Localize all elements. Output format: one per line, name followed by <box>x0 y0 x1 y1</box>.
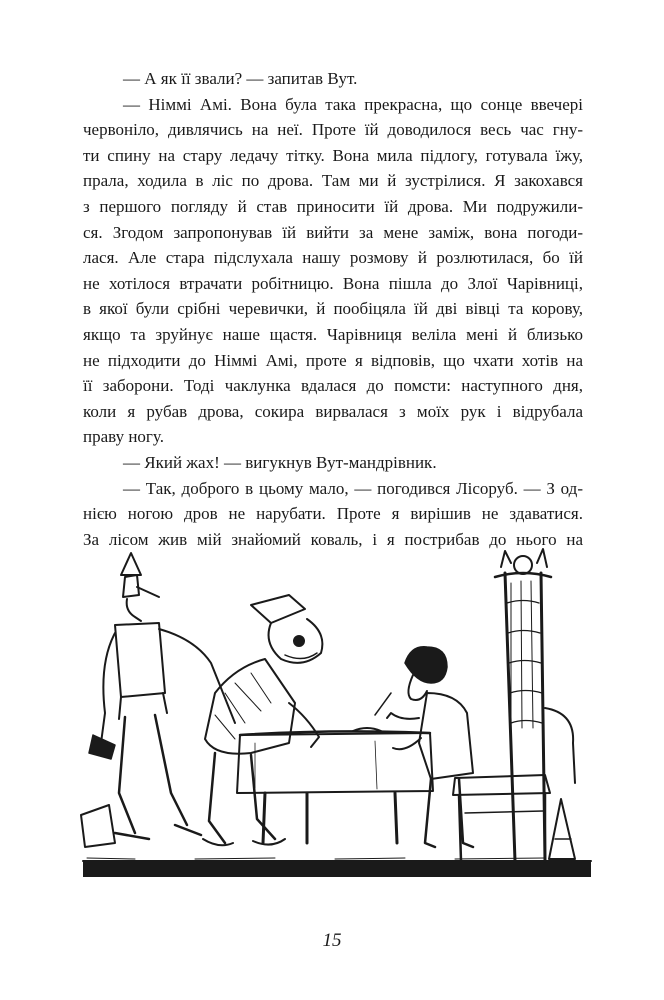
text-line: лася. Але стара підслухала нашу розмову й розлютилася, бо їй <box>83 248 583 268</box>
text-line: нією ногою дров не нарубати. Проте я вирішив не здаватися. <box>83 504 583 524</box>
text-line: коли я рубав дрова, сокира вирвалася з моїх рук і відрубала <box>83 401 583 421</box>
text-line: її заборони. Тоді чаклунка вдалася до помсти: наступного дня, <box>83 376 583 396</box>
text-line: — Який жах! — вигукнув Вут-мандрівник. <box>123 452 437 472</box>
text-line: з першого погляду й став приносити їй дрова. Ми подружили- <box>83 196 583 216</box>
oil-can <box>549 799 575 859</box>
text-line: ти спину на стару ледачу тітку. Вона мила підлогу, готувала їжу, <box>83 145 583 165</box>
text-line: — Німмі Амі. Вона була така прекрасна, що сонце ввечері <box>123 94 583 114</box>
text-line: не підходити до Німмі Амі, проте я відповів, що чхати хотів на <box>83 350 583 370</box>
body-text <box>83 66 583 552</box>
text-line: прала, ходила в ліс по дрова. Там ми й зустрілися. Я закохався <box>83 171 583 191</box>
tall-chair <box>453 549 575 861</box>
text-line: червоніло, дивлячись на неї. Проте їй доводилося весь час гну- <box>83 120 583 140</box>
text-line: За лісом жив мій знайомий коваль, і я пострибав до нього на <box>83 529 583 549</box>
table-scene-illustration <box>75 543 595 913</box>
text-line: — А як її звали? — запитав Вут. <box>123 69 358 88</box>
page-number: 15 <box>322 930 342 951</box>
text-line: — Так, доброго в цьому мало, — погодився Лісоруб. — З од- <box>123 478 583 498</box>
table <box>237 728 433 843</box>
text-line: не хотілося втрачати робітницю. Вона пішла до Злої Чарівниці, <box>83 273 583 293</box>
text-line: праву ногу. <box>83 427 164 447</box>
scarecrow-figure <box>203 595 322 845</box>
tin-woodman-figure <box>81 553 235 847</box>
text-line: в якої були срібні черевички, й пообіцяла їй дві вівці та корову, <box>83 299 583 319</box>
text-line: якщо та зруйнує наше щастя. Чарівниця веліла мені й близько <box>83 324 583 344</box>
text-line: ся. Згодом запропонував їй вийти за мене заміж, вона погоди- <box>83 222 583 242</box>
